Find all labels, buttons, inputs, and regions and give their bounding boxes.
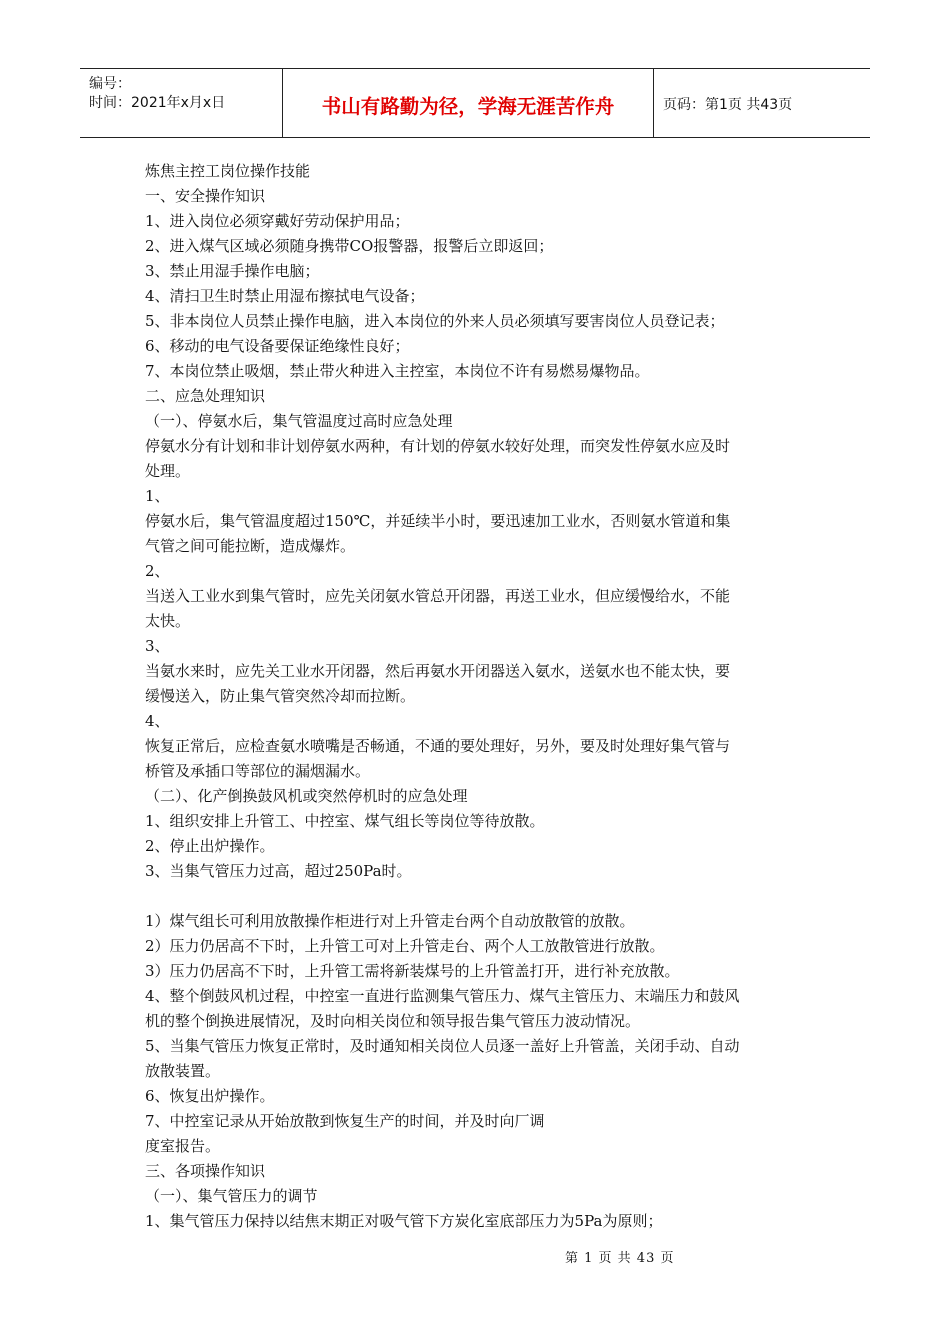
body-line: 6、恢复出炉操作。 bbox=[145, 1087, 275, 1105]
body-line: 停氨水分有计划和非计划停氨水两种，有计划的停氨水较好处理，而突发性停氨水应及时 bbox=[145, 437, 731, 455]
body-line: 4、清扫卫生时禁止用湿布擦拭电气设备； bbox=[145, 287, 425, 305]
body-line: 4、 bbox=[145, 712, 170, 730]
body-line: 恢复正常后，应检查氨水喷嘴是否畅通，不通的要处理好，另外，要及时处理好集气管与 bbox=[145, 737, 731, 755]
body-line: 太快。 bbox=[145, 612, 191, 630]
page-header bbox=[80, 68, 870, 138]
header-page-cell bbox=[654, 69, 870, 137]
body-line: （一）、停氨水后，集气管温度过高时应急处理 bbox=[145, 412, 453, 430]
body-line: 二、应急处理知识 bbox=[145, 387, 266, 405]
body-line: 处理。 bbox=[145, 462, 191, 480]
document-body bbox=[145, 159, 810, 1234]
body-line: 1、集气管压力保持以结焦末期正对吸气管下方炭化室底部压力为5Pa为原则； bbox=[145, 1212, 663, 1230]
body-line: 3、当集气管压力过高，超过250Pa时。 bbox=[145, 862, 412, 880]
page-footer: 第 1 页 共 43 页 bbox=[565, 1251, 675, 1266]
body-line: 7、中控室记录从开始放散到恢复生产的时间，并及时向厂调 bbox=[145, 1112, 545, 1130]
body-line: （二）、化产倒换鼓风机或突然停机时的应急处理 bbox=[145, 787, 468, 805]
body-line: 6、移动的电气设备要保证绝缘性良好； bbox=[145, 337, 410, 355]
body-line: 机的整个倒换进展情况，及时向相关岗位和领导报告集气管压力波动情况。 bbox=[145, 1012, 641, 1030]
body-line: 1、 bbox=[145, 487, 170, 505]
document-date: 时间：2021年x月x日 bbox=[89, 95, 226, 111]
header-motto-cell bbox=[283, 69, 654, 137]
body-line: 3、禁止用湿手操作电脑； bbox=[145, 262, 320, 280]
body-line: 放散装置。 bbox=[145, 1062, 221, 1080]
motto-text: 书山有路勤为径，学海无涯苦作舟 bbox=[321, 95, 615, 118]
body-line: （一）、集气管压力的调节 bbox=[145, 1187, 318, 1205]
body-line: 2、停止出炉操作。 bbox=[145, 837, 275, 855]
body-line: 气管之间可能拉断，造成爆炸。 bbox=[145, 537, 356, 555]
body-line: 当送入工业水到集气管时，应先关闭氨水管总开闭器，再送工业水，但应缓慢给水，不能 bbox=[145, 587, 731, 605]
header-page-info: 页码：第1页 共43页 bbox=[663, 97, 793, 113]
body-line: 1、进入岗位必须穿戴好劳动保护用品； bbox=[145, 212, 410, 230]
body-line: 1）煤气组长可利用放散操作柜进行对上升管走台两个自动放散管的放散。 bbox=[145, 912, 635, 930]
body-line: 3）压力仍居高不下时，上升管工需将新装煤号的上升管盖打开，进行补充放散。 bbox=[145, 962, 680, 980]
blank-line bbox=[145, 884, 810, 909]
body-line: 缓慢送入，防止集气管突然冷却而拉断。 bbox=[145, 687, 416, 705]
body-line: 度室报告。 bbox=[145, 1137, 221, 1155]
body-line: 一、安全操作知识 bbox=[145, 187, 266, 205]
body-line: 当氨水来时，应先关工业水开闭器，然后再氨水开闭器送入氨水，送氨水也不能太快，要 bbox=[145, 662, 731, 680]
body-line: 三、各项操作知识 bbox=[145, 1162, 266, 1180]
body-line: 炼焦主控工岗位操作技能 bbox=[145, 162, 311, 180]
body-line: 2、进入煤气区域必须随身携带CO报警器，报警后立即返回； bbox=[145, 237, 554, 255]
body-line: 5、当集气管压力恢复正常时，及时通知相关岗位人员逐一盖好上升管盖，关闭手动、自动 bbox=[145, 1037, 740, 1055]
document-code-label: 编号： bbox=[89, 76, 131, 92]
header-info-cell bbox=[80, 69, 283, 137]
body-line: 1、组织安排上升管工、中控室、煤气组长等岗位等待放散。 bbox=[145, 812, 545, 830]
body-line: 2）压力仍居高不下时，上升管工可对上升管走台、两个人工放散管进行放散。 bbox=[145, 937, 665, 955]
body-line: 桥管及承插口等部位的漏烟漏水。 bbox=[145, 762, 371, 780]
body-line: 停氨水后，集气管温度超过150℃，并延续半小时，要迅速加工业水，否则氨水管道和集 bbox=[145, 512, 731, 530]
body-line: 5、非本岗位人员禁止操作电脑，进入本岗位的外来人员必须填写要害岗位人员登记表； bbox=[145, 312, 725, 330]
body-line: 4、整个倒鼓风机过程，中控室一直进行监测集气管压力、煤气主管压力、末端压力和鼓风 bbox=[145, 987, 740, 1005]
body-line: 3、 bbox=[145, 637, 170, 655]
body-line: 7、本岗位禁止吸烟，禁止带火种进入主控室，本岗位不许有易燃易爆物品。 bbox=[145, 362, 650, 380]
body-line: 2、 bbox=[145, 562, 170, 580]
